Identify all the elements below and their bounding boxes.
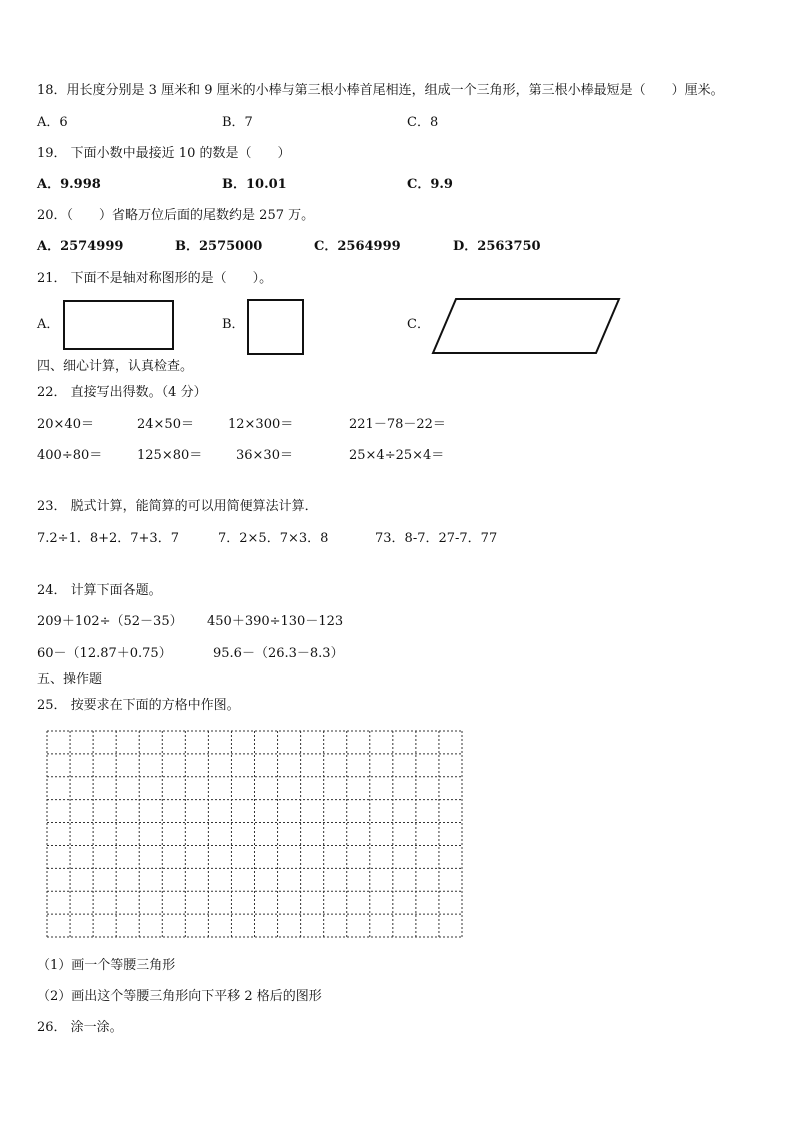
q21-option-a: A． — [37, 317, 60, 332]
q22-item: 221－78－22＝ — [349, 417, 446, 432]
q24-item: 95.6－（26.3－8.3） — [213, 646, 344, 661]
q26-stem: 26． 涂一涂。 — [37, 1020, 123, 1035]
q22-item: 25×4÷25×4＝ — [349, 448, 445, 463]
q20-stem: 20．（ ）省略万位后面的尾数约是 257 万。 — [37, 208, 315, 223]
q18-option-b: B．7 — [222, 115, 253, 130]
q18-stem: 18．用长度分别是 3 厘米和 9 厘米的小棒与第三根小棒首尾相连，组成一个三角形，第三根小棒最短是（ ）厘米。 — [37, 83, 724, 98]
q19-option-c: C．9.9 — [407, 177, 453, 192]
q22-item: 12×300＝ — [228, 417, 294, 432]
q20-option-b: B．2575000 — [175, 239, 263, 254]
square-shape — [247, 299, 304, 355]
q22-item: 36×30＝ — [236, 448, 293, 463]
q22-item: 20×40＝ — [37, 417, 94, 432]
q20-option-c: C．2564999 — [314, 239, 401, 254]
q25-stem: 25． 按要求在下面的方格中作图。 — [37, 698, 240, 713]
section-5-title: 五、操作题 — [37, 672, 103, 687]
q24-item: 60－（12.87＋0.75） — [37, 646, 172, 661]
q21-stem: 21． 下面不是轴对称图形的是（ ）。 — [37, 271, 273, 286]
q18-option-a: A．6 — [37, 115, 68, 130]
dotted-grid[interactable] — [46, 730, 464, 940]
q19-stem: 19． 下面小数中最接近 10 的数是（ ） — [37, 146, 291, 161]
rectangle-shape — [63, 300, 174, 350]
q19-option-a: A．9.998 — [37, 177, 101, 192]
q21-option-c: C． — [407, 317, 430, 332]
q22-item: 400÷80＝ — [37, 448, 103, 463]
q24-item: 450＋390÷130－123 — [207, 614, 344, 629]
q19-option-b: B．10.01 — [222, 177, 287, 192]
q23-item: 73．8-7．27-7．77 — [375, 531, 498, 546]
q20-option-a: A．2574999 — [37, 239, 124, 254]
q20-option-d: D．2563750 — [453, 239, 541, 254]
q23-item: 7．2×5．7×3．8 — [218, 531, 329, 546]
q24-item: 209＋102÷（52－35） — [37, 614, 183, 629]
q25-sub-2: （2）画出这个等腰三角形向下平移 2 格后的图形 — [37, 989, 322, 1004]
q22-item: 24×50＝ — [137, 417, 194, 432]
q22-stem: 22． 直接写出得数。（4 分） — [37, 385, 207, 400]
parallelogram-shape — [430, 296, 622, 356]
q23-stem: 23． 脱式计算，能简算的可以用简便算法计算． — [37, 499, 318, 514]
q18-option-c: C．8 — [407, 115, 439, 130]
q23-item: 7.2÷1．8+2．7+3．7 — [37, 531, 179, 546]
q24-stem: 24． 计算下面各题。 — [37, 583, 162, 598]
q21-option-b: B． — [222, 317, 245, 332]
q22-item: 125×80＝ — [137, 448, 203, 463]
section-4-title: 四、细心计算，认真检查。 — [37, 359, 194, 374]
q25-sub-1: （1）画一个等腰三角形 — [37, 958, 176, 973]
